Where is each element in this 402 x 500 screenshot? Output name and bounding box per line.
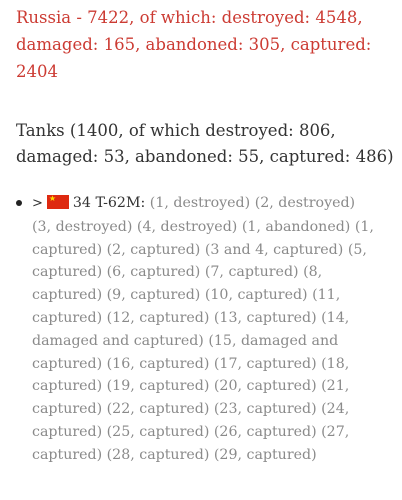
entry-link[interactable]: (13, captured) (213, 309, 317, 326)
entry-link[interactable]: (12, captured) (106, 309, 210, 326)
entry-link[interactable]: (28, captured) (106, 446, 210, 463)
entry-link[interactable]: (15, damaged and captured) (32, 332, 339, 372)
entry-link[interactable]: (10, captured) (204, 287, 308, 304)
entry-link[interactable]: (18, captured) (32, 355, 350, 395)
entry-link[interactable]: (26, captured) (213, 423, 317, 440)
entry-model: 34 T-62M: (72, 195, 146, 211)
entry-link[interactable]: (6, captured) (106, 264, 201, 281)
entry-link[interactable]: (7, captured) (204, 264, 299, 281)
entry-link[interactable]: (8, captured) (32, 264, 323, 304)
entry-link[interactable]: (2, destroyed) (254, 195, 356, 211)
entry-link[interactable]: (23, captured) (213, 401, 317, 418)
entry-body (32, 192, 377, 467)
entry-link[interactable]: (9, captured) (106, 287, 201, 304)
entry-link[interactable]: (24, captured) (32, 401, 350, 440)
entry-link[interactable]: (20, captured) (213, 378, 317, 395)
entry-link[interactable]: (1, abandoned) (241, 218, 351, 235)
entry-link[interactable]: (16, captured) (106, 355, 210, 372)
bullet-icon (16, 200, 22, 206)
china-flag-icon: ★ (47, 195, 69, 209)
entry-link[interactable]: (2, captured) (106, 241, 201, 258)
entry-links (32, 195, 374, 463)
entry-link[interactable]: (1, destroyed) (149, 195, 251, 211)
chevron-right-icon[interactable]: > (32, 196, 43, 211)
entry-link[interactable]: (4, destroyed) (136, 218, 238, 235)
entry-link[interactable]: (22, captured) (106, 401, 210, 418)
entry-link[interactable]: (1, captured) (32, 218, 374, 258)
entry-link[interactable]: (5, captured) (32, 241, 367, 281)
tanks-section-title: Tanks (1400, of which destroyed: 806, damaged: 53, abandoned: 55, captured: 486) (16, 121, 394, 166)
page (16, 0, 396, 463)
entry-link[interactable]: (3, destroyed) (32, 218, 133, 235)
entry-link[interactable]: (19, captured) (106, 378, 210, 395)
entry-link[interactable]: (3 and 4, captured) (204, 241, 344, 258)
entry-link[interactable]: (21, captured) (32, 378, 350, 418)
entry-link[interactable]: (29, captured) (213, 446, 317, 463)
entry-link[interactable]: (14, damaged and captured) (32, 309, 350, 349)
entry-link[interactable]: (27, captured) (32, 423, 350, 463)
russia-summary: Russia - 7422, of which: destroyed: 4548, damaged: 165, abandoned: 305, captured: 2404 (16, 8, 372, 81)
entry-link[interactable]: (17, captured) (213, 355, 317, 372)
entry-link[interactable]: (11, captured) (32, 287, 341, 326)
entry-link[interactable]: (25, captured) (106, 423, 210, 440)
